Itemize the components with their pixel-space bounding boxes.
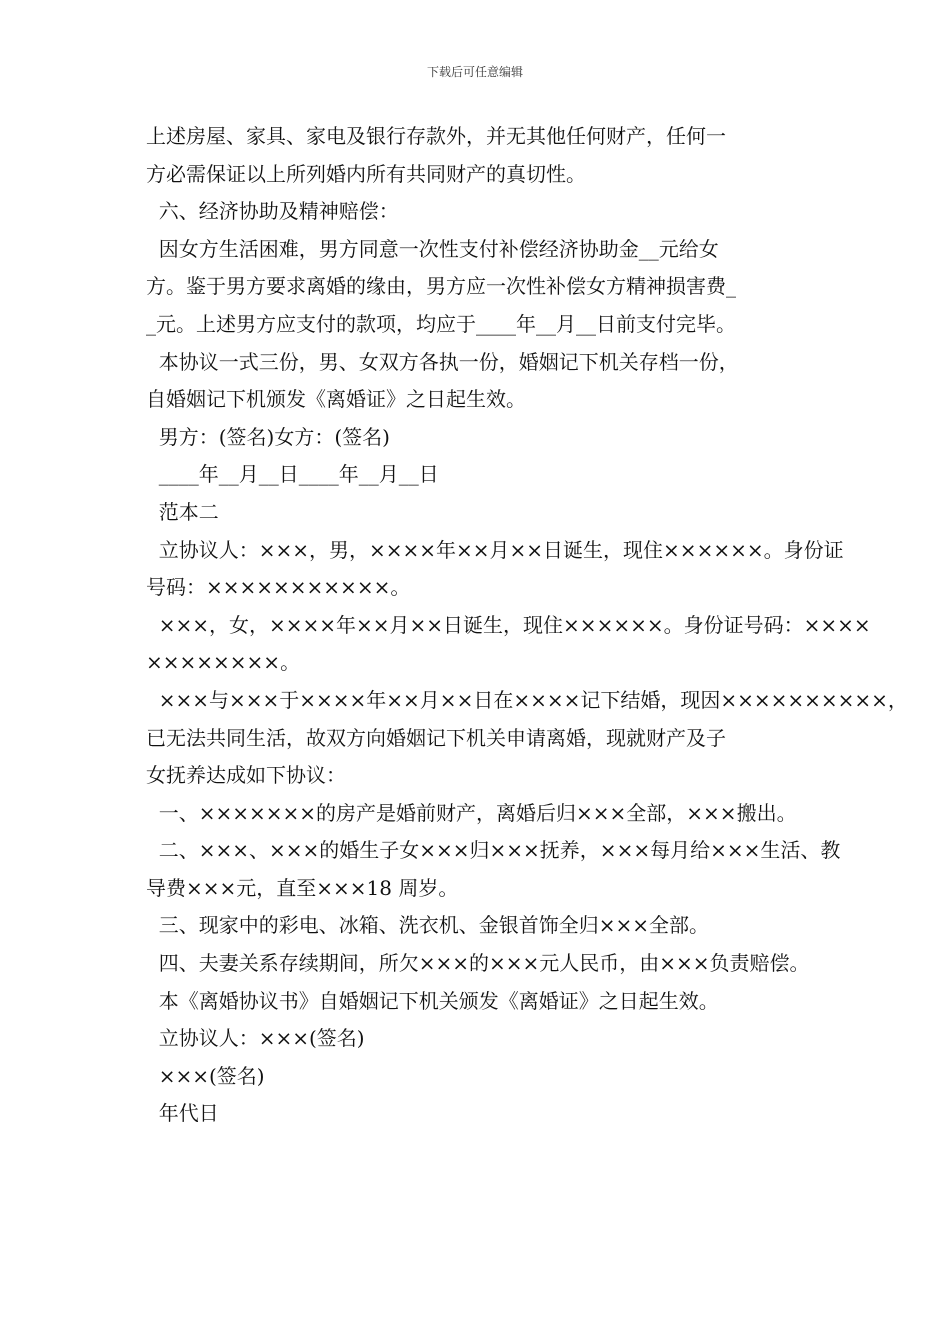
paragraph-line: 本《离婚协议书》自婚姻记下机关颁发《离婚证》之日起生效。 xyxy=(146,988,719,1013)
clause-line: 二、×××、×××的婚生子女×××归×××抚养，×××每月给×××生活、教 xyxy=(146,838,841,863)
paragraph-line: 号码：×××××××××××。 xyxy=(146,575,411,600)
clause-line: 四、夫妻关系存续期间，所欠×××的×××元人民币，由×××负责赔偿。 xyxy=(146,951,810,976)
paragraph-line: 已无法共同生活，故双方向婚姻记下机关申请离婚，现就财产及子 xyxy=(146,725,726,750)
signature-line: 立协议人：×××(签名) xyxy=(146,1026,365,1051)
paragraph-line: 上述房屋、家具、家电及银行存款外，并无其他任何财产，任何一 xyxy=(146,124,726,148)
page-header: 下载后可任意编辑 xyxy=(426,65,523,79)
signature-line: ×××(签名) xyxy=(146,1063,265,1088)
clause-line: 三、现家中的彩电、冰箱、洗衣机、金银首饰全归×××全部。 xyxy=(146,913,709,938)
paragraph-line: ×××，女，××××年××月××日诞生，现住××××××。身份证号码：×××× xyxy=(146,612,871,637)
paragraph-line: 立协议人：×××，男，××××年××月××日诞生，现住××××××。身份证 xyxy=(146,537,844,562)
date-line: 年代日 xyxy=(146,1101,219,1126)
paragraph-line: 自婚姻记下机颁发《离婚证》之日起生效。 xyxy=(146,387,526,412)
paragraph-line: 导费×××元，直至×××18 周岁。 xyxy=(146,875,459,900)
paragraph-line: ×××与×××于××××年××月××日在××××记下结婚，现因××××××××××， xyxy=(146,687,908,712)
document-body xyxy=(146,118,908,1133)
signature-line: 男方：(签名)女方：(签名) xyxy=(146,424,390,449)
section-heading: 六、经济协助及精神赔偿： xyxy=(146,199,399,224)
paragraph-line: 方必需保证以上所列婚内所有共同财产的真切性。 xyxy=(146,161,586,186)
paragraph-line: 女抚养达成如下协议： xyxy=(146,763,346,788)
paragraph-line: ××××××××。 xyxy=(146,650,301,675)
section-heading: 范本二 xyxy=(146,499,219,524)
paragraph-line: _元。上述男方应支付的款项，均应于____年__月__日前支付完毕。 xyxy=(146,311,736,336)
paragraph-line: 方。鉴于男方要求离婚的缘由，男方应一次性补偿女方精神损害费_ xyxy=(146,274,736,299)
clause-line: 一、×××××××的房产是婚前财产，离婚后归×××全部，×××搬出。 xyxy=(146,800,797,825)
paragraph-line: 因女方生活困难，男方同意一次性支付补偿经济协助金__元给女 xyxy=(146,236,719,261)
date-line: ____年__月__日____年__月__日 xyxy=(146,462,439,487)
paragraph-line: 本协议一式三份，男、女双方各执一份，婚姻记下机关存档一份， xyxy=(146,349,739,374)
